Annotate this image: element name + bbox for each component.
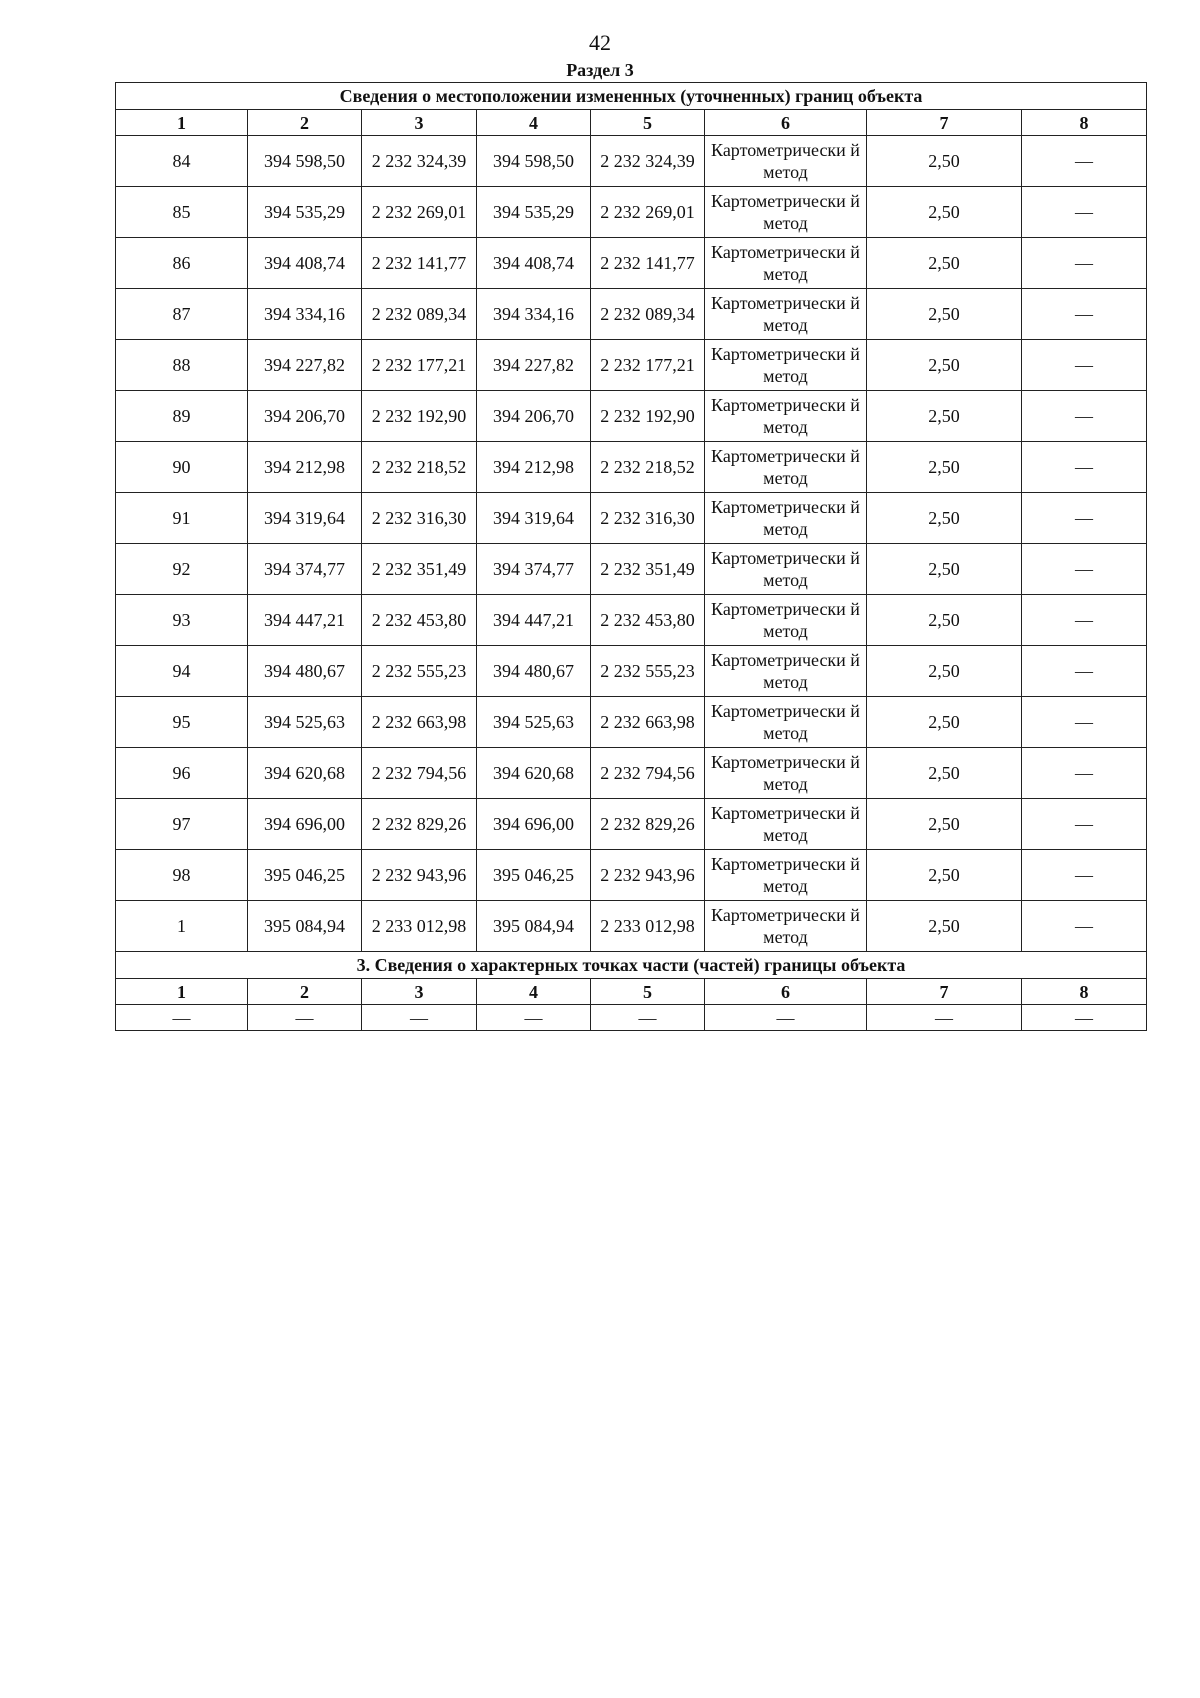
method-cell: Картометрически й метод <box>705 544 867 595</box>
x-old-cell: 394 319,64 <box>248 493 362 544</box>
x-new-cell: 394 206,70 <box>477 391 591 442</box>
method-cell: Картометрически й метод <box>705 391 867 442</box>
method-cell: Картометрически й метод <box>705 340 867 391</box>
x-old-cell: 394 447,21 <box>248 595 362 646</box>
table2-column-numbers <box>116 979 1147 1005</box>
table-row <box>116 850 1147 901</box>
method-cell: — <box>705 1005 867 1031</box>
point-number-cell: 95 <box>116 697 248 748</box>
y-old-cell: 2 232 351,49 <box>362 544 477 595</box>
x-new-cell: 394 408,74 <box>477 238 591 289</box>
point-number-cell: 97 <box>116 799 248 850</box>
y-old-cell: 2 232 089,34 <box>362 289 477 340</box>
x-old-cell: 394 620,68 <box>248 748 362 799</box>
x-old-cell: 394 227,82 <box>248 340 362 391</box>
accuracy-cell: 2,50 <box>867 442 1022 493</box>
table-row <box>116 238 1147 289</box>
x-new-cell: 394 535,29 <box>477 187 591 238</box>
y-old-cell: 2 232 663,98 <box>362 697 477 748</box>
accuracy-cell: 2,50 <box>867 799 1022 850</box>
column-number: 4 <box>477 979 591 1005</box>
description-cell: — <box>1022 340 1147 391</box>
point-number-cell: 98 <box>116 850 248 901</box>
y-old-cell: 2 232 794,56 <box>362 748 477 799</box>
y-new-cell: 2 232 141,77 <box>591 238 705 289</box>
y-new-cell: — <box>591 1005 705 1031</box>
accuracy-cell: 2,50 <box>867 187 1022 238</box>
description-cell: — <box>1022 748 1147 799</box>
description-cell: — <box>1022 289 1147 340</box>
table-row <box>116 442 1147 493</box>
x-new-cell: 394 334,16 <box>477 289 591 340</box>
accuracy-cell: 2,50 <box>867 289 1022 340</box>
x-old-cell: 394 525,63 <box>248 697 362 748</box>
table-row <box>116 901 1147 952</box>
table-row <box>116 544 1147 595</box>
point-number-cell: 96 <box>116 748 248 799</box>
description-cell: — <box>1022 238 1147 289</box>
point-number-cell: 87 <box>116 289 248 340</box>
x-old-cell: 395 084,94 <box>248 901 362 952</box>
description-cell: — <box>1022 799 1147 850</box>
accuracy-cell: 2,50 <box>867 391 1022 442</box>
accuracy-cell: 2,50 <box>867 136 1022 187</box>
description-cell: — <box>1022 901 1147 952</box>
column-number: 5 <box>591 979 705 1005</box>
y-new-cell: 2 232 089,34 <box>591 289 705 340</box>
table-body <box>116 83 1147 1031</box>
table2-title-row <box>116 952 1147 979</box>
x-old-cell: — <box>248 1005 362 1031</box>
y-old-cell: 2 232 829,26 <box>362 799 477 850</box>
method-cell: Картометрически й метод <box>705 799 867 850</box>
x-old-cell: 394 598,50 <box>248 136 362 187</box>
y-old-cell: 2 232 324,39 <box>362 136 477 187</box>
point-number-cell: 93 <box>116 595 248 646</box>
y-old-cell: 2 232 316,30 <box>362 493 477 544</box>
accuracy-cell: 2,50 <box>867 901 1022 952</box>
x-new-cell: 395 084,94 <box>477 901 591 952</box>
x-old-cell: 394 408,74 <box>248 238 362 289</box>
column-number: 6 <box>705 979 867 1005</box>
table-row <box>116 391 1147 442</box>
y-new-cell: 2 232 324,39 <box>591 136 705 187</box>
y-old-cell: 2 232 141,77 <box>362 238 477 289</box>
y-new-cell: 2 232 192,90 <box>591 391 705 442</box>
x-new-cell: 394 447,21 <box>477 595 591 646</box>
x-old-cell: 395 046,25 <box>248 850 362 901</box>
description-cell: — <box>1022 391 1147 442</box>
table-row <box>116 799 1147 850</box>
table-row <box>116 595 1147 646</box>
method-cell: Картометрически й метод <box>705 442 867 493</box>
y-old-cell: 2 232 177,21 <box>362 340 477 391</box>
description-cell: — <box>1022 493 1147 544</box>
point-number-cell: — <box>116 1005 248 1031</box>
method-cell: Картометрически й метод <box>705 850 867 901</box>
description-cell: — <box>1022 136 1147 187</box>
column-number: 3 <box>362 979 477 1005</box>
accuracy-cell: 2,50 <box>867 748 1022 799</box>
x-new-cell: 394 620,68 <box>477 748 591 799</box>
y-new-cell: 2 232 218,52 <box>591 442 705 493</box>
method-cell: Картометрически й метод <box>705 748 867 799</box>
description-cell: — <box>1022 442 1147 493</box>
method-cell: Картометрически й метод <box>705 289 867 340</box>
point-number-cell: 85 <box>116 187 248 238</box>
y-old-cell: 2 233 012,98 <box>362 901 477 952</box>
table-row <box>116 136 1147 187</box>
accuracy-cell: 2,50 <box>867 697 1022 748</box>
description-cell: — <box>1022 187 1147 238</box>
column-number: 8 <box>1022 110 1147 136</box>
y-old-cell: 2 232 555,23 <box>362 646 477 697</box>
point-number-cell: 94 <box>116 646 248 697</box>
method-cell: Картометрически й метод <box>705 901 867 952</box>
x-new-cell: 395 046,25 <box>477 850 591 901</box>
table-row <box>116 340 1147 391</box>
accuracy-cell: 2,50 <box>867 238 1022 289</box>
y-old-cell: 2 232 453,80 <box>362 595 477 646</box>
y-old-cell: — <box>362 1005 477 1031</box>
x-new-cell: 394 212,98 <box>477 442 591 493</box>
description-cell: — <box>1022 544 1147 595</box>
x-new-cell: 394 598,50 <box>477 136 591 187</box>
column-number: 1 <box>116 110 248 136</box>
x-old-cell: 394 206,70 <box>248 391 362 442</box>
y-new-cell: 2 232 829,26 <box>591 799 705 850</box>
accuracy-cell: — <box>867 1005 1022 1031</box>
x-old-cell: 394 212,98 <box>248 442 362 493</box>
point-number-cell: 84 <box>116 136 248 187</box>
description-cell: — <box>1022 850 1147 901</box>
method-cell: Картометрически й метод <box>705 493 867 544</box>
y-new-cell: 2 233 012,98 <box>591 901 705 952</box>
column-number: 3 <box>362 110 477 136</box>
x-old-cell: 394 480,67 <box>248 646 362 697</box>
table-row <box>116 1005 1147 1031</box>
description-cell: — <box>1022 646 1147 697</box>
section-label: Раздел 3 <box>566 60 634 80</box>
x-new-cell: 394 696,00 <box>477 799 591 850</box>
column-number: 7 <box>867 110 1022 136</box>
y-new-cell: 2 232 555,23 <box>591 646 705 697</box>
point-number-cell: 89 <box>116 391 248 442</box>
coordinates-table <box>115 82 1147 1031</box>
y-old-cell: 2 232 218,52 <box>362 442 477 493</box>
x-old-cell: 394 374,77 <box>248 544 362 595</box>
point-number-cell: 86 <box>116 238 248 289</box>
table2-title: 3. Сведения о характерных точках части (частей) границы объекта <box>116 952 1147 979</box>
x-old-cell: 394 696,00 <box>248 799 362 850</box>
y-new-cell: 2 232 943,96 <box>591 850 705 901</box>
table1-title: Сведения о местоположении измененных (уточненных) границ объекта <box>116 83 1147 110</box>
table1-column-numbers <box>116 110 1147 136</box>
point-number-cell: 90 <box>116 442 248 493</box>
column-number: 7 <box>867 979 1022 1005</box>
description-cell: — <box>1022 697 1147 748</box>
table1-title-row <box>116 83 1147 110</box>
y-new-cell: 2 232 316,30 <box>591 493 705 544</box>
method-cell: Картометрически й метод <box>705 238 867 289</box>
y-new-cell: 2 232 794,56 <box>591 748 705 799</box>
method-cell: Картометрически й метод <box>705 646 867 697</box>
column-number: 2 <box>248 110 362 136</box>
column-number: 2 <box>248 979 362 1005</box>
accuracy-cell: 2,50 <box>867 340 1022 391</box>
x-new-cell: 394 525,63 <box>477 697 591 748</box>
y-new-cell: 2 232 177,21 <box>591 340 705 391</box>
page-number: 42 <box>589 30 611 55</box>
method-cell: Картометрически й метод <box>705 697 867 748</box>
point-number-cell: 92 <box>116 544 248 595</box>
accuracy-cell: 2,50 <box>867 544 1022 595</box>
method-cell: Картометрически й метод <box>705 595 867 646</box>
accuracy-cell: 2,50 <box>867 493 1022 544</box>
column-number: 6 <box>705 110 867 136</box>
y-new-cell: 2 232 269,01 <box>591 187 705 238</box>
accuracy-cell: 2,50 <box>867 595 1022 646</box>
x-new-cell: — <box>477 1005 591 1031</box>
x-old-cell: 394 334,16 <box>248 289 362 340</box>
y-old-cell: 2 232 269,01 <box>362 187 477 238</box>
table-row <box>116 289 1147 340</box>
y-old-cell: 2 232 192,90 <box>362 391 477 442</box>
point-number-cell: 1 <box>116 901 248 952</box>
description-cell: — <box>1022 1005 1147 1031</box>
column-number: 8 <box>1022 979 1147 1005</box>
table-row <box>116 493 1147 544</box>
y-old-cell: 2 232 943,96 <box>362 850 477 901</box>
x-new-cell: 394 480,67 <box>477 646 591 697</box>
x-new-cell: 394 374,77 <box>477 544 591 595</box>
x-new-cell: 394 319,64 <box>477 493 591 544</box>
y-new-cell: 2 232 663,98 <box>591 697 705 748</box>
y-new-cell: 2 232 351,49 <box>591 544 705 595</box>
column-number: 5 <box>591 110 705 136</box>
column-number: 1 <box>116 979 248 1005</box>
point-number-cell: 88 <box>116 340 248 391</box>
table-row <box>116 748 1147 799</box>
table-row <box>116 697 1147 748</box>
point-number-cell: 91 <box>116 493 248 544</box>
method-cell: Картометрически й метод <box>705 187 867 238</box>
accuracy-cell: 2,50 <box>867 850 1022 901</box>
accuracy-cell: 2,50 <box>867 646 1022 697</box>
description-cell: — <box>1022 595 1147 646</box>
table-row <box>116 187 1147 238</box>
x-new-cell: 394 227,82 <box>477 340 591 391</box>
method-cell: Картометрически й метод <box>705 136 867 187</box>
y-new-cell: 2 232 453,80 <box>591 595 705 646</box>
x-old-cell: 394 535,29 <box>248 187 362 238</box>
column-number: 4 <box>477 110 591 136</box>
table-row <box>116 646 1147 697</box>
